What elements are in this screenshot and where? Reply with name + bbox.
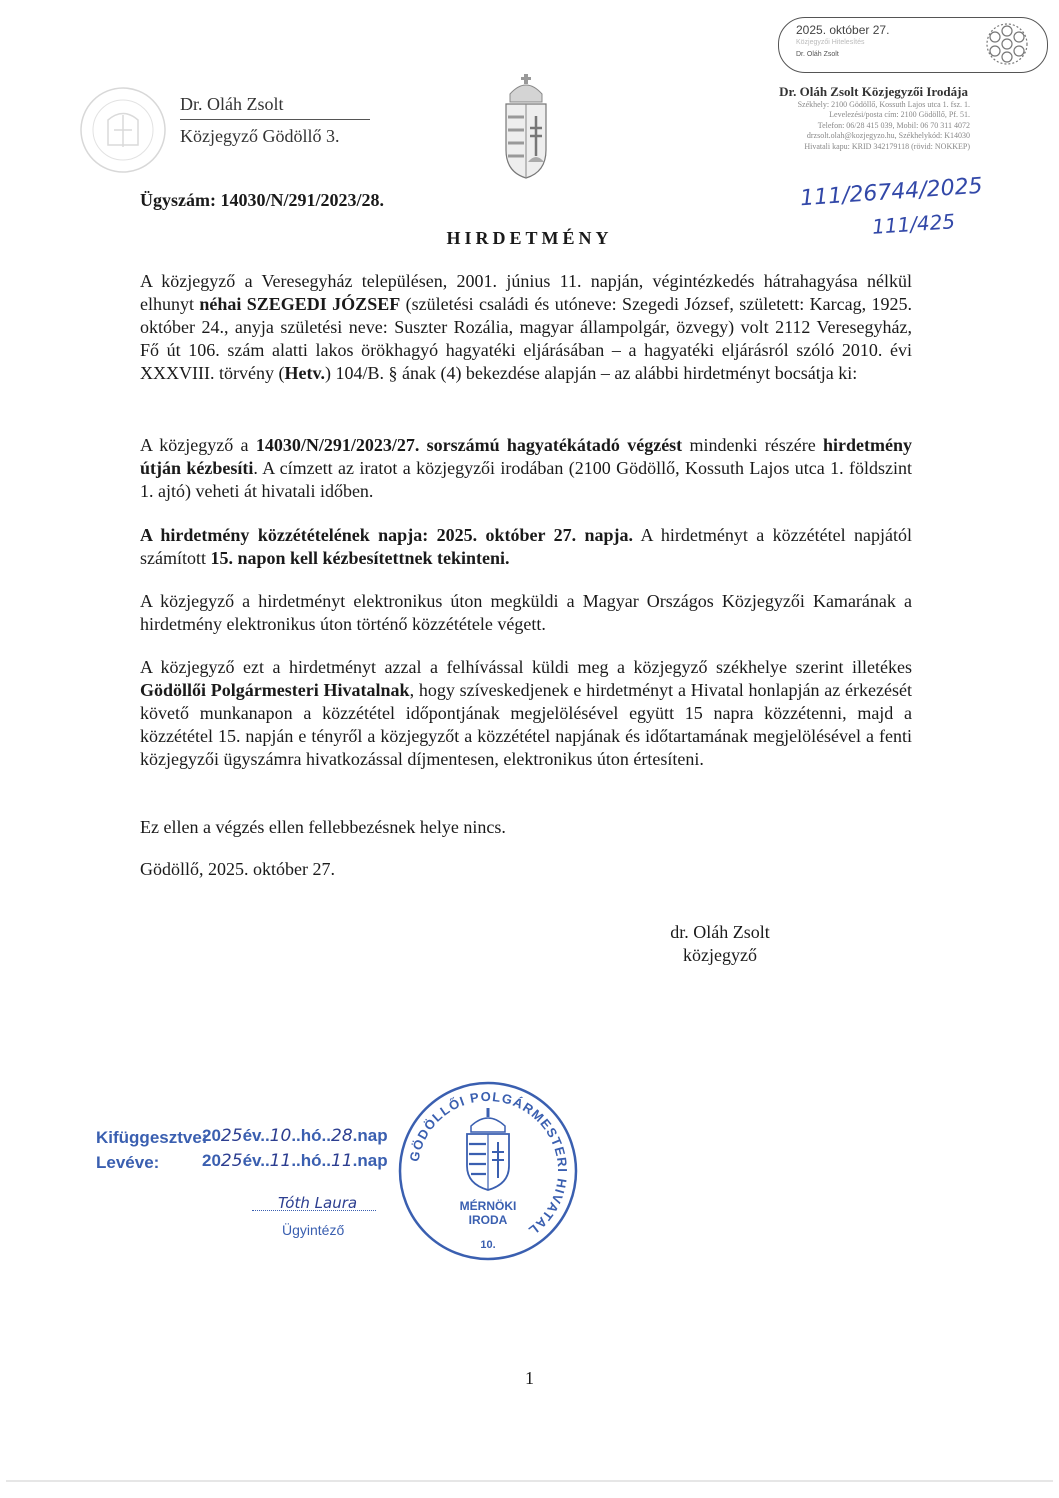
stamp-date: 2025. október 27.	[796, 23, 890, 37]
year-prefix: 20	[202, 1151, 221, 1170]
text: A közjegyző a Veresegyház településen, 2001. június 11. napján, végintézkedés hátrahagyása nélkül elhunyt	[140, 271, 912, 314]
handwritten-year: 25	[220, 1126, 243, 1146]
deceased-name: néhai SZEGEDI JÓZSEF	[199, 294, 401, 314]
office-line: Levelezési/posta cím: 2100 Gödöllő, Pf. 51.	[829, 110, 970, 120]
day-unit: nap	[357, 1126, 388, 1145]
divider	[180, 119, 370, 120]
text: A közjegyző a	[140, 435, 256, 455]
stamp-crest-icon	[467, 1108, 509, 1190]
notary-seal-watermark	[78, 85, 168, 175]
signature-block	[640, 921, 800, 967]
deemed-delivery: 15. napon kell kézbesítettnek tekinteni.	[210, 548, 510, 568]
month-unit: hó	[300, 1126, 322, 1145]
handwritten-year: 25	[220, 1151, 243, 1171]
office-title: Dr. Oláh Zsolt Közjegyzői Irodája	[779, 84, 968, 99]
text: A hirdetményt a közzététel napjától számított	[140, 525, 912, 568]
handwritten-month: 10	[269, 1126, 292, 1146]
text: A közjegyző ezt a hirdetményt azzal a felhívással küldi meg a közjegyző székhelye szerint illetékes	[140, 657, 912, 677]
paragraph-request	[140, 656, 912, 771]
signer-name: dr. Oláh Zsolt	[670, 922, 770, 942]
office-line: Székhely: 2100 Gödöllő, Kossuth Lajos utca 1. fsz. 1.	[797, 100, 970, 109]
notary-place: Közjegyző Gödöllő 3.	[180, 126, 340, 146]
municipal-round-stamp	[397, 1080, 579, 1262]
stamp-line: Közjegyzői Hitelesítés	[796, 39, 865, 46]
stamp-ring-text: GÖDÖLLŐI POLGÁRMESTERI HIVATAL	[406, 1088, 571, 1239]
text: ) 104/B. § ának (4) bekezdése alapján – az alábbi hirdetményt bocsátja ki:	[324, 363, 858, 383]
delivery-method: hirdetmény útján kézbesíti	[140, 435, 912, 478]
seal-emblem-icon	[984, 21, 1030, 67]
posted-label: Kifüggesztve:	[96, 1128, 208, 1147]
removed-label: Levéve:	[96, 1153, 160, 1172]
text: . A címzett az iratot a közjegyzői irodában (2100 Gödöllő, Kossuth Lajos utca 1. földszint 1. ajtó) veheti át hivatali időben.	[140, 458, 913, 501]
stamp-number: 10.	[480, 1239, 496, 1251]
handwritten-day: 11	[331, 1151, 353, 1171]
handwritten-day: 28	[331, 1126, 353, 1146]
paragraph-delivery	[140, 434, 912, 503]
handwritten-registry-number: 111/26744/2025	[799, 173, 984, 212]
paragraph-appeal: Ez ellen a végzés ellen fellebbezésnek helye nincs.	[140, 817, 506, 837]
office-contact	[700, 100, 970, 152]
year-prefix: 20	[202, 1126, 221, 1145]
law-abbrev: Hetv.	[284, 363, 325, 383]
posted-date: 2025év..10..hó..28.nap	[202, 1126, 388, 1146]
office-line: Hivatali kapu: KRID 342179118 (rövid: NOKKEP)	[804, 141, 970, 151]
clerk-label: Ügyintéző	[282, 1222, 345, 1238]
case-number: Ügyszám: 14030/N/291/2023/28.	[140, 190, 384, 210]
place-date: Gödöllő, 2025. október 27.	[140, 859, 335, 879]
notary-name: Dr. Oláh Zsolt	[180, 94, 284, 114]
coat-of-arms-icon	[498, 72, 554, 182]
clerk-signature: Tóth Laura	[278, 1194, 358, 1212]
text: (születési családi és utóneve: Szegedi József, született: Karcag, 1925. október 24., anyja születési neve: Suszter Rozália, magyar állampolgár, özvegy) volt 2112 Veresegyház, Fő út 106. szám alatti lakos örökhagyó hagyatéki eljárásában – a hagyatéki eljárásról szóló 2010. évi XXXVIII. törvény (	[140, 294, 912, 383]
text: , hogy szíveskedjenek e hirdetményt a Hivatal honlapján az érkezését követő munkanapon a közzététel időpontjának megjelölésével együtt 15 napra közzétenni, majd a közzététel 15. napján e tényről a közjegyzőt a közzététel napjának és időtartamának megjelölésével a fenti közjegyzői ügyszámra hivatkozással díjmentesen, elektronikus úton értesíteni.	[140, 680, 912, 769]
paragraph-publication-date	[140, 524, 912, 570]
text: mindenki részére	[682, 435, 823, 455]
office-line: drzsolt.olah@kozjegyzo.hu, Székhelykód: K14030	[806, 131, 970, 141]
page-footer-rule	[6, 1480, 1053, 1482]
paragraph-intro	[140, 270, 912, 385]
signer-role: közjegyző	[683, 945, 757, 965]
handwritten-note: 111/425	[871, 209, 956, 239]
publication-date: A hirdetmény közzétételének napja: 2025. október 27. napja.	[140, 525, 634, 545]
mayor-office: Gödöllői Polgármesteri Hivatalnak	[140, 680, 410, 700]
signature-line	[252, 1210, 376, 1211]
stamp-center-1: MÉRNÖKI	[459, 1199, 517, 1213]
page-number: 1	[525, 1368, 534, 1388]
year-unit: év	[242, 1151, 261, 1170]
month-unit: hó	[300, 1151, 322, 1170]
office-line: Telefon: 06/28 415 039, Mobil: 06 70 311 4072	[817, 120, 970, 130]
day-unit: nap	[357, 1151, 388, 1170]
paragraph-chamber: A közjegyző a hirdetményt elektronikus úton megküldi a Magyar Országos Közjegyzői Kamarának a hirdetmény elektronikus úton történő közzététele végett.	[140, 591, 912, 634]
document-title: HIRDETMÉNY	[446, 228, 613, 248]
year-unit: év	[242, 1126, 261, 1145]
handwritten-month: 11	[269, 1151, 292, 1171]
stamp-name: Dr. Oláh Zsolt	[796, 51, 839, 58]
stamp-center-2: IRODA	[468, 1213, 508, 1227]
removed-date: 2025év..11..hó..11.nap	[202, 1151, 388, 1171]
order-reference: 14030/N/291/2023/27. sorszámú hagyatékátadó végzést	[255, 435, 683, 455]
